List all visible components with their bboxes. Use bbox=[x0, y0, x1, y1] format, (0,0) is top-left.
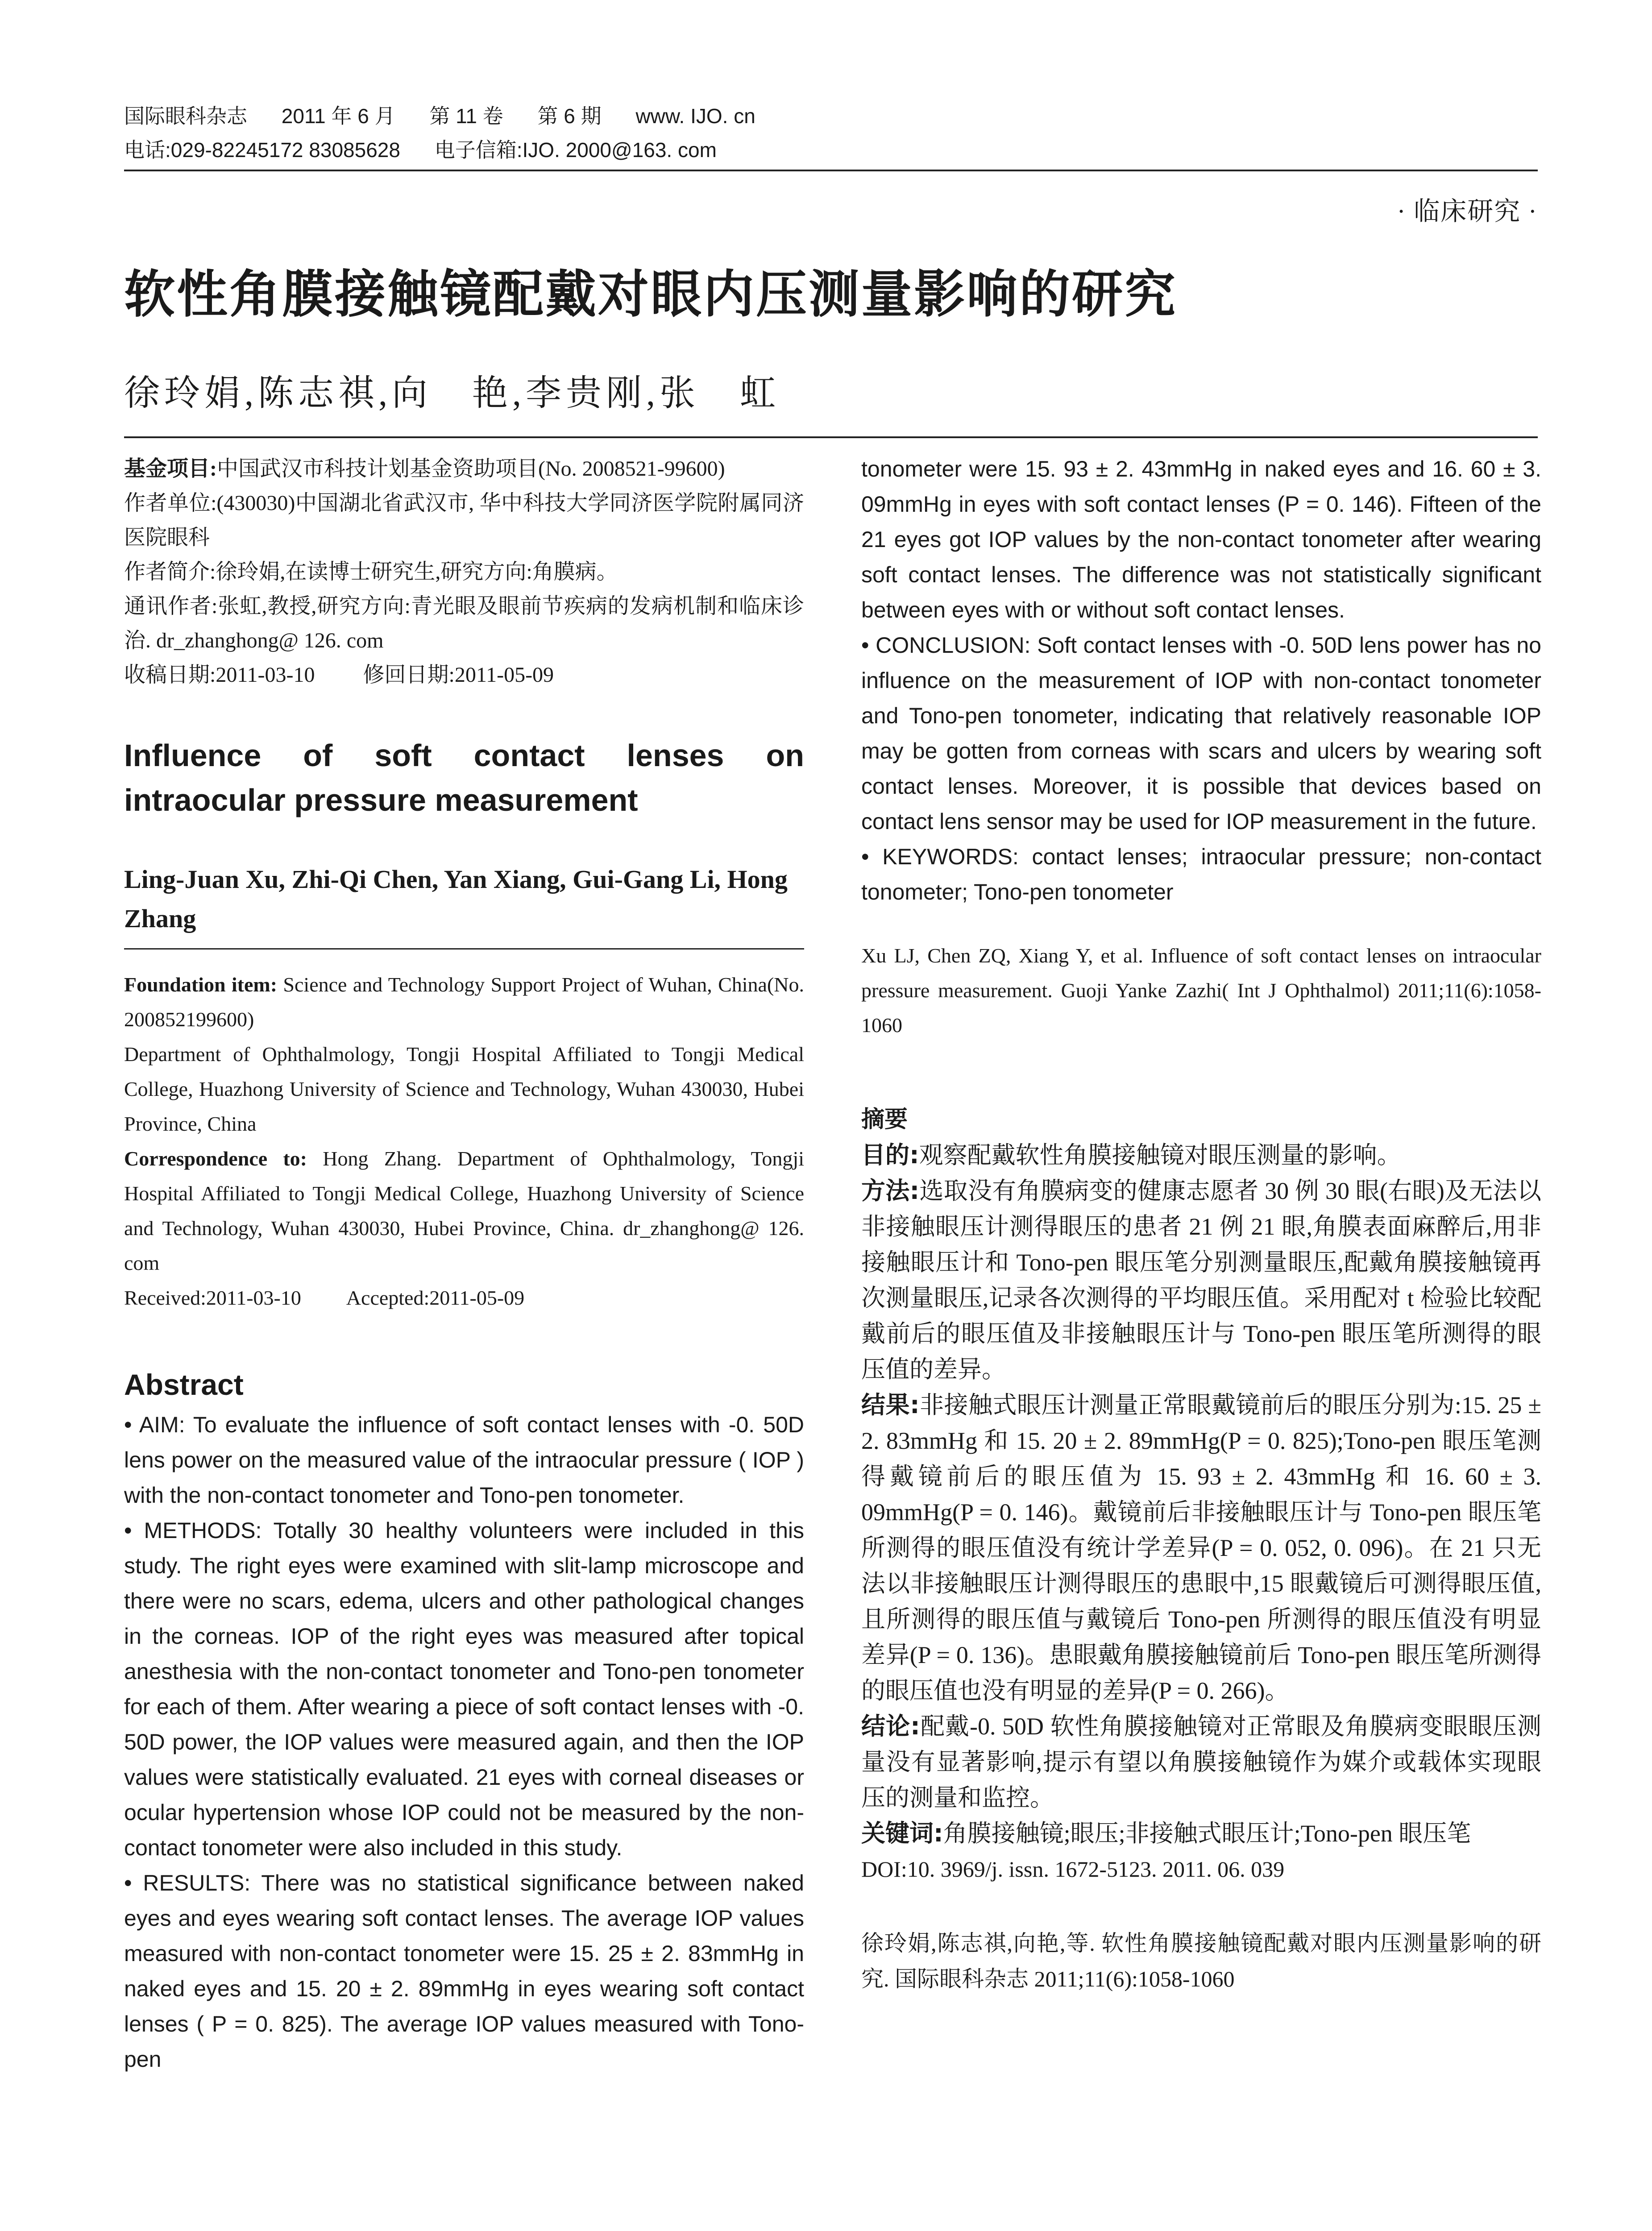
authors-chinese: 徐玲娟,陈志祺,向 艳,李贵刚,张 虹 bbox=[124, 374, 780, 413]
zy-conclusion bbox=[861, 1708, 1541, 1816]
zy-results-label: 结果: bbox=[861, 1391, 920, 1419]
journal-header bbox=[124, 99, 1538, 167]
abstract-aim: • AIM: To evaluate the influence of soft contact lenses with -0. 50D lens power on the measured value of the intraocular pressure ( IOP ) with the non-contact tonometer and Tono-pen tonometer. bbox=[124, 1412, 804, 1508]
doi: DOI:10. 3969/j. issn. 1672-5123. 2011. 06. 039 bbox=[861, 1857, 1285, 1882]
zy-results bbox=[861, 1387, 1541, 1708]
department-en: Department of Ophthalmology, Tongji Hospital Affiliated to Tongji Medical College, Huazhong University of Science and Technology, Wuhan 430030, Hubei Province, China bbox=[124, 1043, 804, 1135]
chinese-abstract-heading: 摘要 bbox=[861, 1106, 908, 1133]
abstract-conclusion: • CONCLUSION: Soft contact lenses with -0. 50D lens power has no influence on the measurement of IOP with non-contact tonometer and Tono-pen tonometer, indicating that relatively reasonable IOP may be gotten from corneas with scars and ulcers by wearing soft contact lenses. Moreover, it is possible that devices based on contact lens sensor may be used for IOP measurement in the future. bbox=[861, 633, 1541, 834]
zy-objective-label: 目的: bbox=[861, 1141, 919, 1169]
header-line-2 bbox=[124, 133, 1538, 167]
correspondence-en bbox=[124, 1141, 804, 1281]
zy-keywords-label: 关键词: bbox=[861, 1819, 943, 1847]
zy-methods-text: 选取没有角膜病变的健康志愿者 30 例 30 眼(右眼)及无法以非接触眼压计测得眼压的患者 21 例 21 眼,角膜表面麻醉后,用非接触眼压计和 Tono-pen 眼压笔分别测量眼压,配戴角膜接触镜再次测量眼压,记录各次测得的平均眼压值。采用配对 t 检验比较配戴前后的眼压值及非接触眼压计与 Tono-pen 眼压笔所测得的眼压值的差异。 bbox=[861, 1178, 1541, 1383]
foundation-cn-label: 基金项目: bbox=[124, 457, 217, 481]
correspondence-cn: 通讯作者:张虹,教授,研究方向:青光眼及眼前节疾病的发病机制和临床诊治. dr_zhanghong@ 126. com bbox=[124, 594, 804, 652]
author-bio-cn: 作者简介:徐玲娟,在读博士研究生,研究方向:角膜病。 bbox=[124, 560, 618, 584]
header-line-1 bbox=[124, 99, 1538, 133]
foundation-cn bbox=[124, 452, 804, 486]
dates-en: Received:2011-03-10 Accepted:2011-05-09 bbox=[124, 1286, 525, 1309]
foundation-en-text: Science and Technology Support Project of Wuhan, China(No. 200852199600) bbox=[124, 973, 804, 1031]
header-divider bbox=[124, 170, 1538, 171]
zy-methods-label: 方法: bbox=[861, 1177, 920, 1205]
zy-objective-text: 观察配戴软性角膜接触镜对眼压测量的影响。 bbox=[919, 1142, 1401, 1169]
journal-phone: 电话:029-82245172 83085628 bbox=[124, 138, 400, 162]
citation-english: Xu LJ, Chen ZQ, Xiang Y, et al. Influence of soft contact lenses on intraocular pressure measurement. Guoji Yanke Zazhi( Int J Ophthalmol) 2011;11(6):1058-1060 bbox=[861, 944, 1541, 1037]
english-title: Influence of soft contact lenses on intraocular pressure measurement bbox=[124, 738, 804, 817]
section-label: · 临床研究 · bbox=[1397, 197, 1538, 226]
zy-conclusion-text: 配戴-0. 50D 软性角膜接触镜对正常眼及角膜病变眼眼压测量没有显著影响,提示有望以角膜接触镜作为媒介或载体实现眼压的测量和监控。 bbox=[861, 1713, 1541, 1811]
zy-methods bbox=[861, 1173, 1541, 1387]
paper-title: 软性角膜接触镜配戴对眼内压测量影响的研究 bbox=[124, 265, 1178, 324]
journal-email: 电子信箱:IJO. 2000@163. com bbox=[434, 138, 717, 162]
correspondence-en-label: Correspondence to: bbox=[124, 1147, 307, 1170]
zy-keywords bbox=[861, 1816, 1541, 1851]
affiliation-cn: 作者单位:(430030)中国湖北省武汉市, 华中科技大学同济医学院附属同济医院眼科 bbox=[124, 491, 804, 549]
correspondence-en-text: Hong Zhang. Department of Ophthalmology, Tongji Hospital Affiliated to Tongji Medical College, Huazhong University of Science and Technology, Wuhan 430030, Hubei Province, China. dr_zhanghong@ 126. com bbox=[124, 1147, 804, 1274]
abstract-results: • RESULTS: There was no statistical significance between naked eyes and eyes wearing soft contact lenses. The average IOP values measured with non-contact tonometer were 15. 25 ± 2. 83mmHg in naked eyes and 15. 20 ± 2. 89mmHg in eyes wearing soft contact lenses ( P = 0. 825). The average IOP values measured with Tono-pen bbox=[124, 1870, 804, 2072]
english-authors-divider bbox=[124, 948, 804, 950]
issue-date: 2011 年 6 月 bbox=[281, 104, 395, 128]
english-meta bbox=[124, 967, 804, 1315]
abstract-results-continued: tonometer were 15. 93 ± 2. 43mmHg in naked eyes and 16. 60 ± 3. 09mmHg in eyes with soft contact lenses (P = 0. 146). Fifteen of the 21 eyes got IOP values by the non-contact tonometer after wearing soft contact lenses. The difference was not statistically significant between eyes with or without soft contact lenses. bbox=[861, 456, 1541, 622]
zy-results-text: 非接触式眼压计测量正常眼戴镜前后的眼压分别为:15. 25 ± 2. 83mmHg 和 15. 20 ± 2. 89mmHg(P = 0. 825);Tono-pen 眼压笔测得戴镜前后的眼压值为 15. 93 ± 2. 43mmHg 和 16. 60 ± 3. 09mmHg(P = 0. 146)。戴镜前后非接触眼压计与 Tono-pen 眼压笔所测得的眼压值没有统计学差异(P = 0. 052, 0. 096)。在 21 只无法以非接触眼压计测得眼压的患眼中,15 眼戴镜后可测得眼压值,且所测得的眼压值与戴镜后 Tono-pen 所测得的眼压值没有明显差异(P = 0. 136)。患眼戴角膜接触镜前后 Tono-pen 眼压笔所测得的眼压值也没有明显的差异(P = 0. 266)。 bbox=[861, 1392, 1541, 1704]
authors-divider bbox=[124, 436, 1538, 438]
foundation-en-label: Foundation item: bbox=[124, 973, 278, 996]
citation-chinese: 徐玲娟,陈志祺,向艳,等. 软性角膜接触镜配戴对眼内压测量影响的研究. 国际眼科杂志 2011;11(6):1058-1060 bbox=[861, 1931, 1541, 1991]
abstract-keywords: • KEYWORDS: contact lenses; intraocular pressure; non-contact tonometer; Tono-pen tonometer bbox=[861, 844, 1541, 904]
zy-conclusion-label: 结论: bbox=[861, 1712, 920, 1740]
zy-keywords-text: 角膜接触镜;眼压;非接触式眼压计;Tono-pen 眼压笔 bbox=[943, 1820, 1471, 1847]
left-column bbox=[124, 452, 804, 2077]
journal-website: www. IJO. cn bbox=[635, 104, 755, 128]
foundation-cn-text: 中国武汉市科技计划基金资助项目(No. 2008521-99600) bbox=[217, 457, 725, 481]
issue: 第 6 期 bbox=[537, 104, 602, 128]
abstract-methods: • METHODS: Totally 30 healthy volunteers were included in this study. The right eyes were examined with slit-lamp microscope and there were no scars, edema, ulcers and other pathological changes in the corneas. IOP of the right eyes was measured after topical anesthesia with the non-contact tonometer and Tono-pen tonometer for each of them. After wearing a piece of soft contact lenses with -0. 50D power, the IOP values were measured again, and then the IOP values were statistically evaluated. 21 eyes with corneal diseases or ocular hypertension whose IOP could not be measured by the non-contact tonometer were also included in this study. bbox=[124, 1518, 804, 1860]
english-authors: Ling-Juan Xu, Zhi-Qi Chen, Yan Xiang, Gui-Gang Li, Hong Zhang bbox=[124, 865, 788, 933]
right-column bbox=[861, 452, 1541, 1997]
zy-objective bbox=[861, 1137, 1541, 1173]
foundation-en bbox=[124, 967, 804, 1037]
dates-cn: 收稿日期:2011-03-10 修回日期:2011-05-09 bbox=[124, 663, 554, 687]
abstract-heading: Abstract bbox=[124, 1368, 244, 1401]
journal-name: 国际眼科杂志 bbox=[124, 104, 247, 128]
volume: 第 11 卷 bbox=[429, 104, 503, 128]
